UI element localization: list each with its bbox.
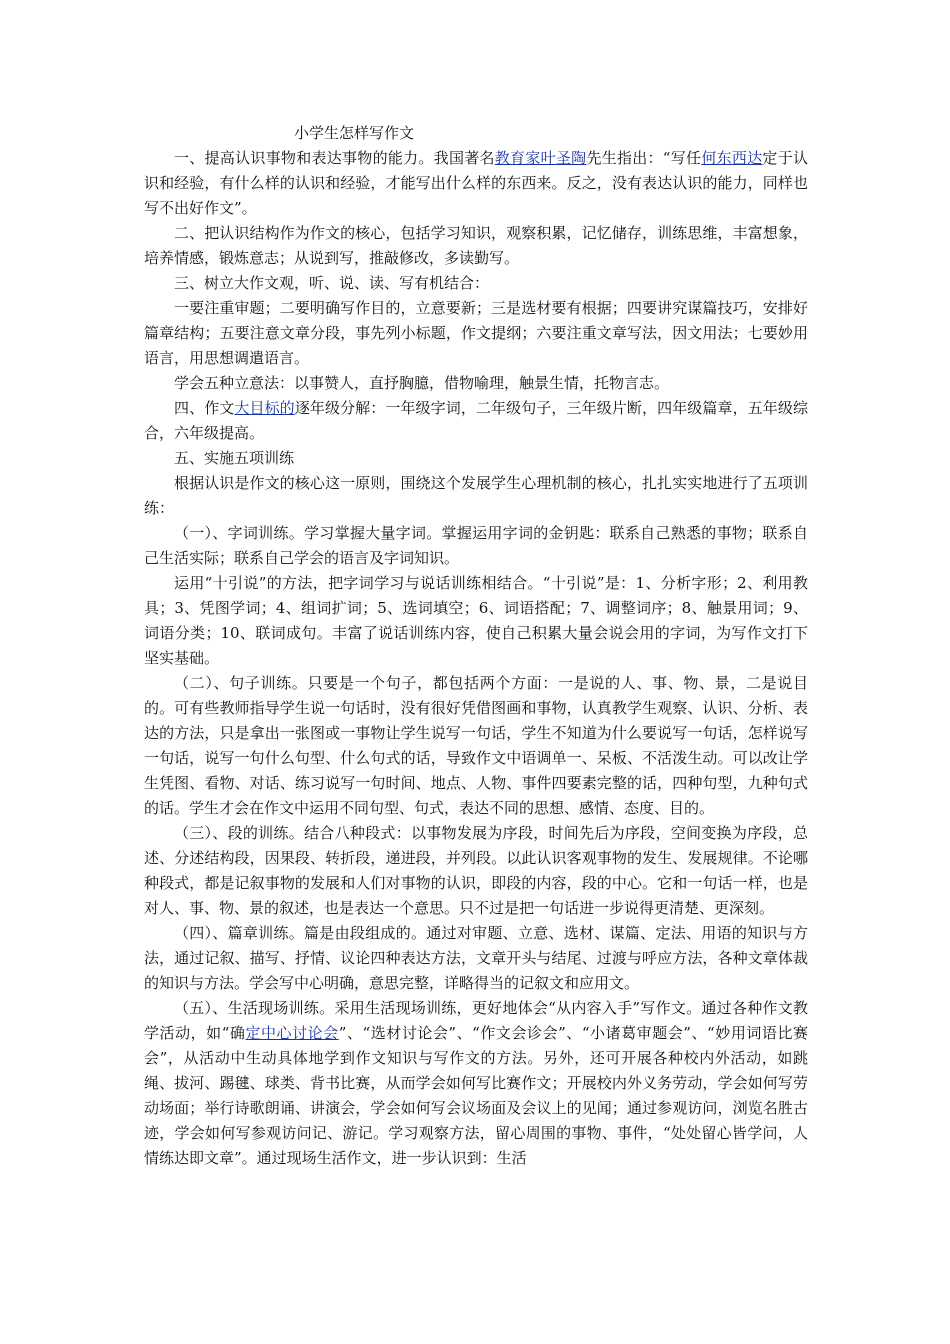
paragraph-14: [144, 996, 808, 1171]
paragraph-1: [144, 146, 808, 221]
paragraph-6: [144, 396, 808, 446]
link-educator[interactable]: 教育家叶圣陶: [494, 149, 587, 167]
paragraph-7: 五、实施五项训练: [174, 449, 295, 467]
paragraph-6-text-a: 四、作文: [174, 399, 235, 417]
paragraph-6-text-b: 逐年级分解：一年级字词，二年级句子，三年级片断，四年级篇章，五年级综合，六年级提高。: [144, 399, 808, 442]
paragraph-1-text-a: 一、提高认识事物和表达事物的能力。我国著名: [174, 149, 495, 167]
paragraph-1-text-c: 定于认识和经验，有什么样的认识和经验，才能写出什么样的东西来。反之，没有表达认识的能力，同样也写不出好作文”。: [144, 149, 808, 217]
paragraph-11: （二）、句子训练。只要是一个句子，都包括两个方面：一是说的人、事、物、景，二是说目的。可有些教师指导学生说一句话时，没有很好凭借图画和事物，认真教学生观察、认识、分析、表达的方法，只是拿出一张图或一事物让学生说写一句话，学生不知道为什么要说写一句话，怎样说写一句话，说写一句什么句型、什么句式的话，导致作文中语调单一、呆板、不活泼生动。可以改让学生凭图、看物、对话、练习说写一句时间、地点、人物、事件四要素完整的话，四种句型，九种句式的话。学生才会在作文中运用不同句型、句式，表达不同的思想、感情、态度、目的。: [144, 674, 808, 817]
document-title: 小学生怎样写作文: [294, 124, 415, 142]
paragraph-12: （三）、段的训练。结合八种段式：以事物发展为序段，时间先后为序段，空间变换为序段，总述、分述结构段，因果段、转折段，递进段，并列段。以此认识客观事物的发生、发展规律。不论哪种段式，都是记叙事物的发展和人们对事物的认识，即段的内容，段的中心。它和一句话一样，也是对人、事、物、景的叙述，也是表达一个意思。只不过是把一句话进一步说得更清楚、更深刻。: [144, 824, 808, 917]
paragraph-1-text-b: 先生指出：“写任: [586, 149, 702, 167]
paragraph-5: 学会五种立意法：以事赞人，直抒胸臆，借物喻理，触景生情，托物言志。: [174, 374, 670, 392]
link-big-goal[interactable]: 大目标的: [234, 399, 295, 417]
paragraph-14-text-b: ”、“选材讨论会”、“作文会诊会”、“小诸葛审题会”、“妙用词语比赛会”，从活动中生动具体地学到作文知识与写作文的方法。另外，还可开展各种校内外活动，如跳绳、拔河、踢毽、球类、背书比赛，从而学会如何写比赛作文；开展校内外义务劳动，学会如何写劳动场面；举行诗歌朗诵、讲演会，学会如何写会议场面及会议上的见闻；通过参观访问，浏览名胜古迹，学会如何写参观访问记、游记。学习观察方法，留心周围的事物、事件，“处处留心皆学问，人情练达即文章”。通过现场生活作文，进一步认识到：生活: [144, 1024, 808, 1167]
paragraph-2: 二、把认识结构作为作文的核心，包括学习知识，观察积累，记忆储存，训练思维，丰富想象，培养情感，锻炼意志；从说到写，推敲修改，多读勤写。: [144, 224, 808, 267]
document-page: [144, 121, 808, 1171]
link-discussion-meeting[interactable]: 定中心讨论会: [245, 1024, 339, 1042]
paragraph-14-text-a: （五）、生活现场训练。采用生活现场训练，更好地体会“从内容入手”写作文。通过各种作文教学活动，如“确: [144, 999, 808, 1042]
paragraph-3: 三、树立大作文观，听、说、读、写有机结合：: [174, 274, 490, 292]
paragraph-10: 运用“十引说”的方法，把字词学习与说话训练相结合。“十引说”是：1、分析字形；2、利用教具；3、凭图学词；4、组词扩词；5、选词填空；6、词语搭配；7、调整词序；8、触景用词；9、词语分类；10、联词成句。丰富了说话训练内容，使自己积累大量会说会用的字词，为写作文打下坚实基础。: [144, 574, 808, 667]
paragraph-8: 根据认识是作文的核心这一原则，围绕这个发展学生心理机制的核心，扎扎实实地进行了五项训练：: [144, 474, 808, 517]
paragraph-9: （一）、字词训练。学习掌握大量字词。掌握运用字词的金钥匙：联系自己熟悉的事物；联系自己生活实际；联系自己学会的语言及字词知识。: [144, 524, 808, 567]
paragraph-4: 一要注重审题；二要明确写作目的，立意要新；三是选材要有根据；四要讲究谋篇技巧，安排好篇章结构；五要注意文章分段，事先列小标题，作文提纲；六要注重文章写法，因文用法；七要妙用语言，用思想调遣语言。: [144, 299, 808, 367]
link-anything[interactable]: 何东西达: [701, 149, 763, 167]
paragraph-13: （四）、篇章训练。篇是由段组成的。通过对审题、立意、选材、谋篇、定法、用语的知识与方法，通过记叙、描写、抒情、议论四种表达方法，文章开头与结尾、过渡与呼应方法，各种文章体裁的知识与方法。学会写中心明确，意思完整，详略得当的记叙文和应用文。: [144, 924, 808, 992]
